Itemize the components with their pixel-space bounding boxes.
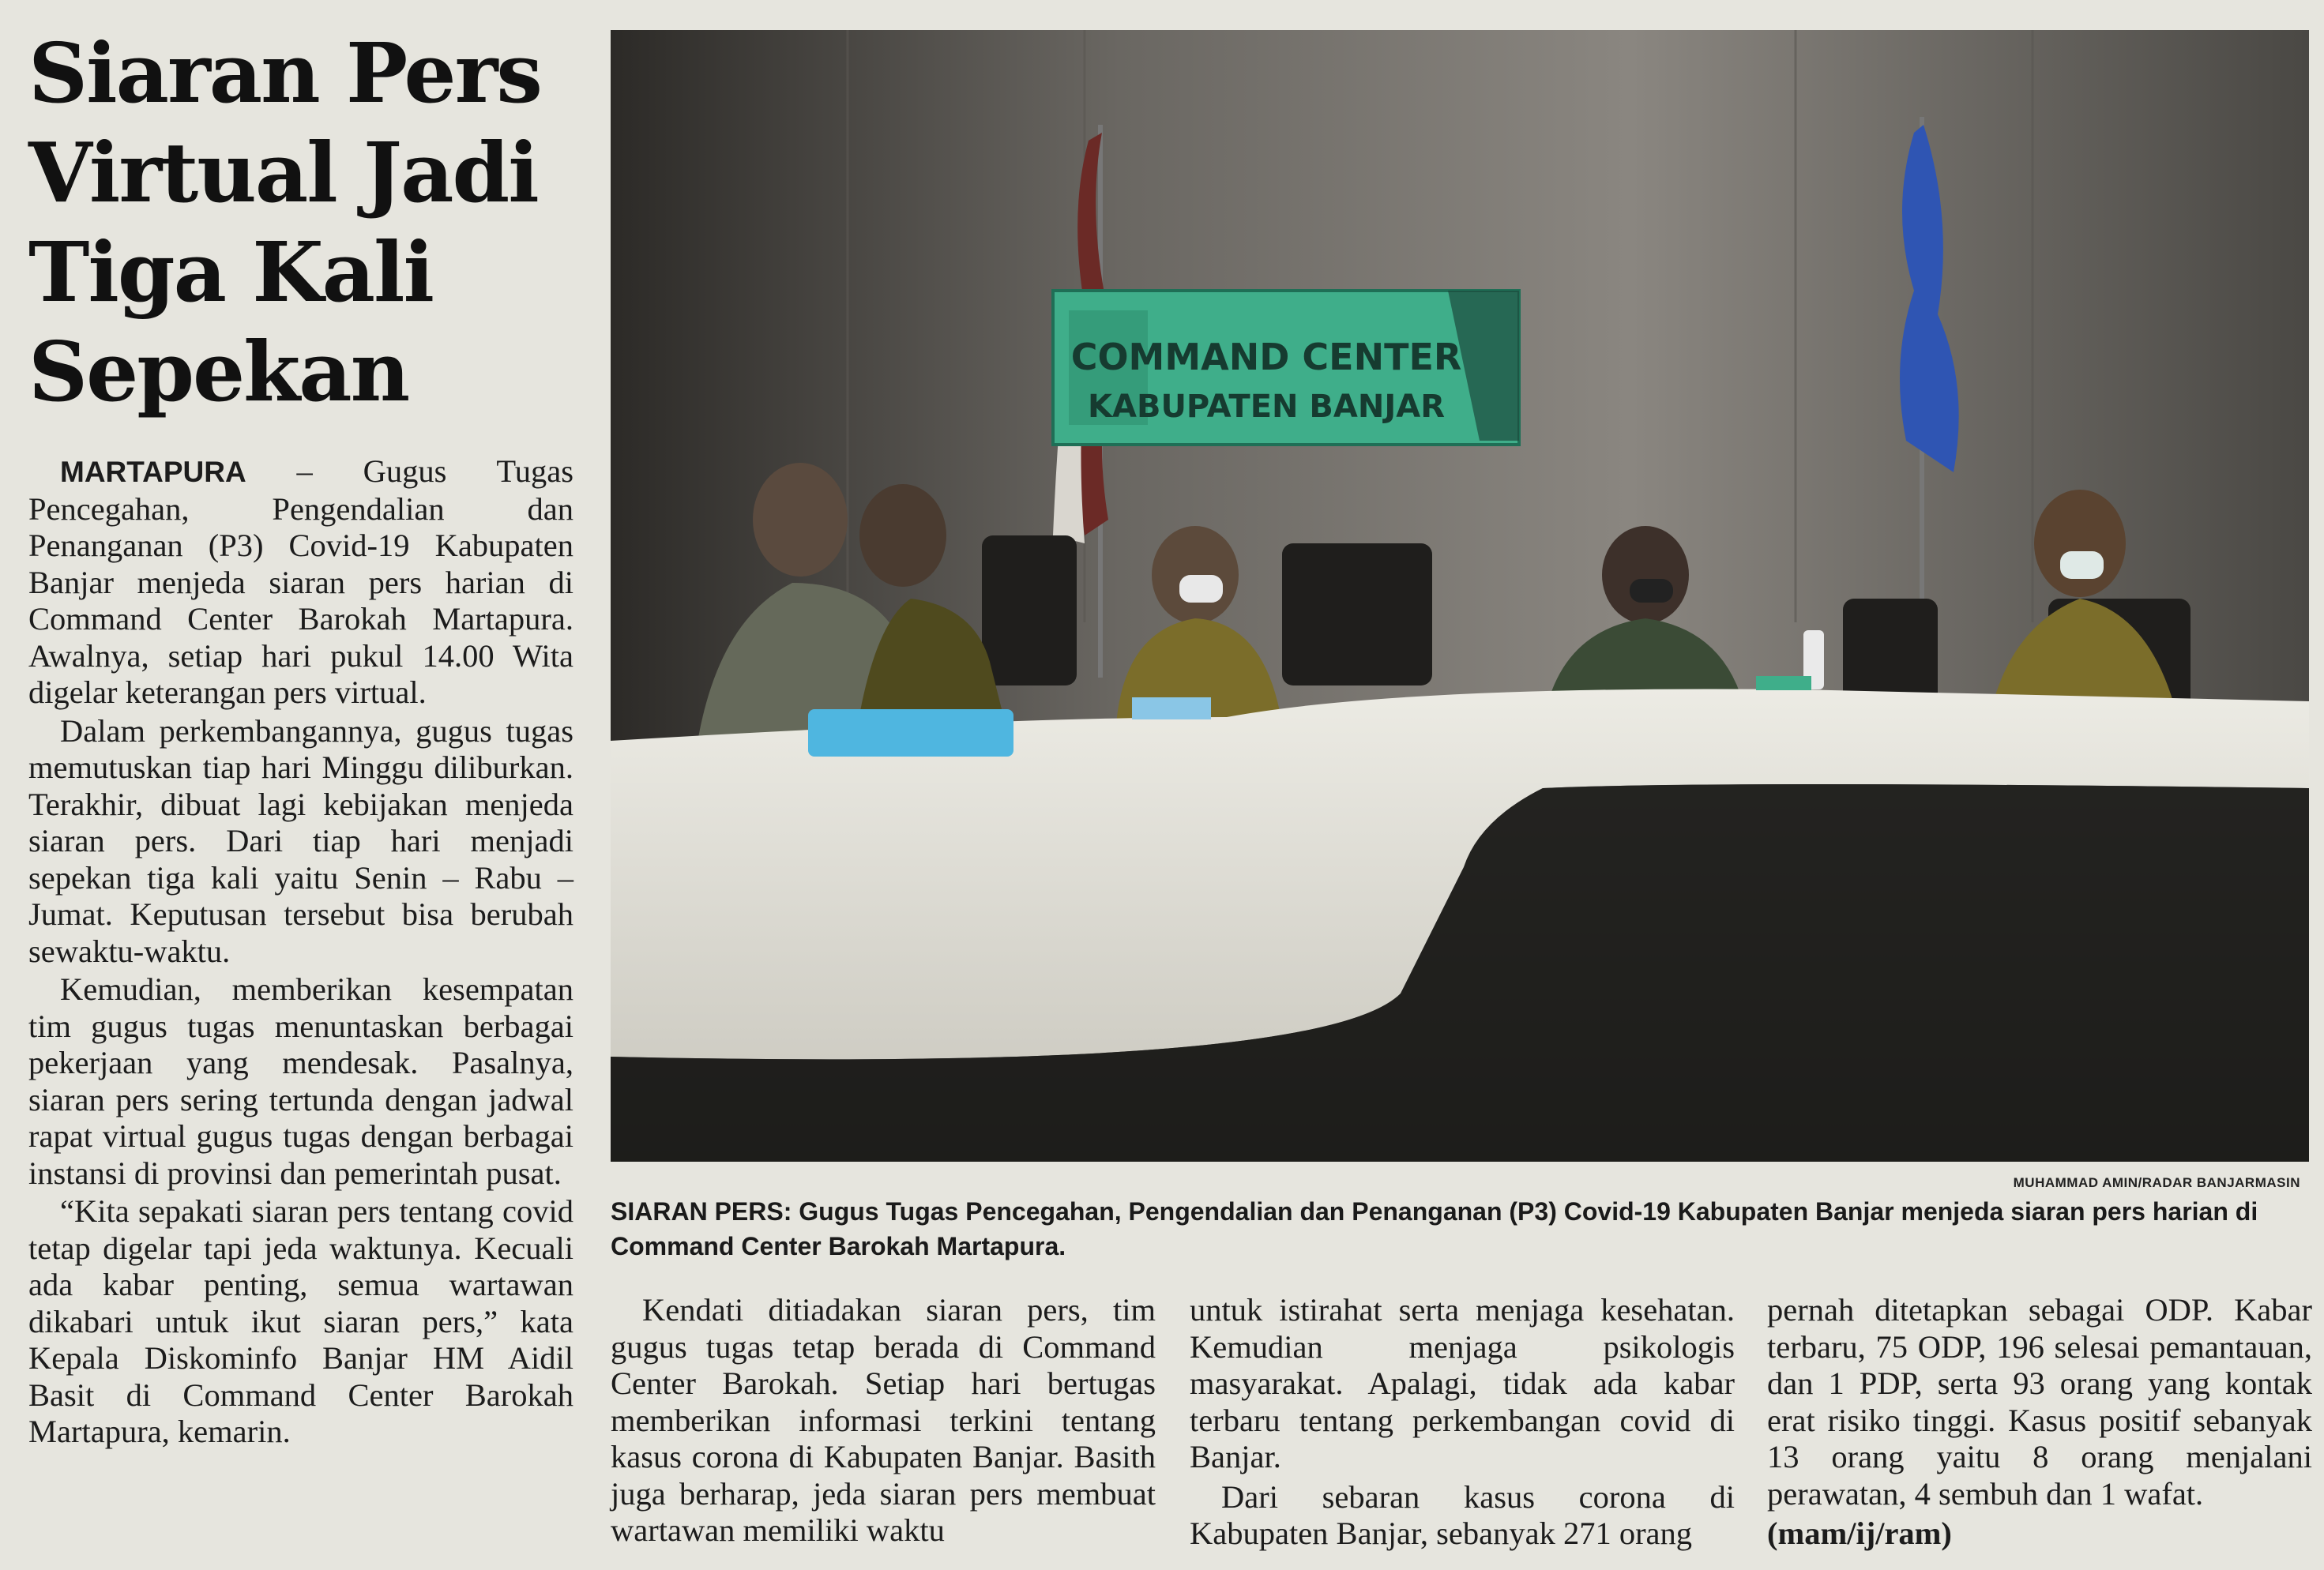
article-paragraph: untuk istirahat serta menjaga kesehatan. Kemudian menjaga psikologis masyarakat. Apalagi, tidak ada kabar terbaru tentang perkembangan covid di Banjar. bbox=[1190, 1292, 1735, 1474]
paragraph-text: – Gugus Tugas Pencegahan, Pengendalian dan Penanganan (P3) Covid-19 Kabupaten Banjar menjeda siaran pers harian di Command Center Barokah Martapura. Awalnya, setiap hari pukul 14.00 Wita digelar keterangan pers virtual. bbox=[28, 453, 573, 710]
dateline: MARTAPURA bbox=[60, 456, 246, 488]
article-paragraph: Kendati ditiadakan siaran pers, tim gugus tugas tetap berada di Command Center Barokah. Setiap hari bertugas memberikan informasi terkini tentang kasus corona di Kabupaten Banjar. Basith juga berharap, jeda siaran pers membuat wartawan memiliki waktu bbox=[611, 1292, 1156, 1548]
headline-line: Sepekan bbox=[28, 323, 409, 420]
headline-line: Siaran Pers bbox=[28, 24, 541, 122]
author-signature: (mam/ij/ram) bbox=[1767, 1516, 1952, 1551]
article-column-2 bbox=[611, 1292, 1156, 1553]
article-paragraph: Dalam perkembangannya, gugus tugas memutuskan tiap hari Minggu diliburkan. Terakhir, dibuat lagi kebijakan menjeda siaran pers. Dari tiap hari menjadi sepekan tiga kali yaitu Senin – Rabu – Jumat. Keputusan tersebut bisa berubah sewaktu-waktu. bbox=[28, 712, 573, 969]
sign-text: KABUPATEN BANJAR bbox=[1088, 389, 1445, 425]
photo-caption: SIARAN PERS: Gugus Tugas Pencegahan, Pengendalian dan Penanganan (P3) Covid-19 Kabupaten Banjar menjeda siaran pers harian di Command Center Barokah Martapura. bbox=[611, 1197, 2258, 1260]
article-body-left bbox=[28, 453, 573, 1451]
article-paragraph: Kemudian, memberikan kesempatan tim gugus tugas menuntaskan berbagai pekerjaan yang mendesak. Pasalnya, siaran pers sering tertunda dengan jadwal rapat virtual gugus tugas dengan berbagai instansi di provinsi dan pemerintah pusat. bbox=[28, 971, 573, 1191]
article-column-4 bbox=[1767, 1292, 2312, 1556]
photo-credit: MUHAMMAD AMIN/RADAR BANJARMASIN bbox=[2013, 1175, 2300, 1190]
article-paragraph: pernah ditetapkan sebagai ODP. Kabar terbaru, 75 ODP, 196 selesai pemantauan, dan 1 PDP, serta 93 orang yang kontak erat risiko tinggi. Kasus positif sebanyak 13 orang yaitu 8 orang menjalani perawatan, 4 sembuh dan 1 wafat. bbox=[1767, 1292, 2312, 1512]
sign-text: COMMAND CENTER bbox=[1070, 336, 1462, 378]
headline bbox=[28, 24, 573, 422]
news-photo bbox=[611, 30, 2309, 1162]
article-paragraph: “Kita sepakati siaran pers tentang covid tetap digelar tapi jeda waktunya. Kecuali ada kabar penting, semua wartawan dikabari untuk ikut siaran pers,” kata Kepala Diskominfo Banjar HM Aidil Basit di Command Center Barokah Martapura, kemarin. bbox=[28, 1193, 573, 1449]
left-column bbox=[28, 24, 573, 1452]
article-column-3 bbox=[1190, 1292, 1735, 1556]
headline-line: Tiga Kali bbox=[28, 223, 434, 321]
article-paragraph bbox=[28, 453, 573, 712]
headline-line: Virtual Jadi bbox=[28, 124, 538, 221]
article-paragraph: Dari sebaran kasus corona di Kabupaten Banjar, sebanyak 271 orang bbox=[1190, 1478, 1735, 1551]
